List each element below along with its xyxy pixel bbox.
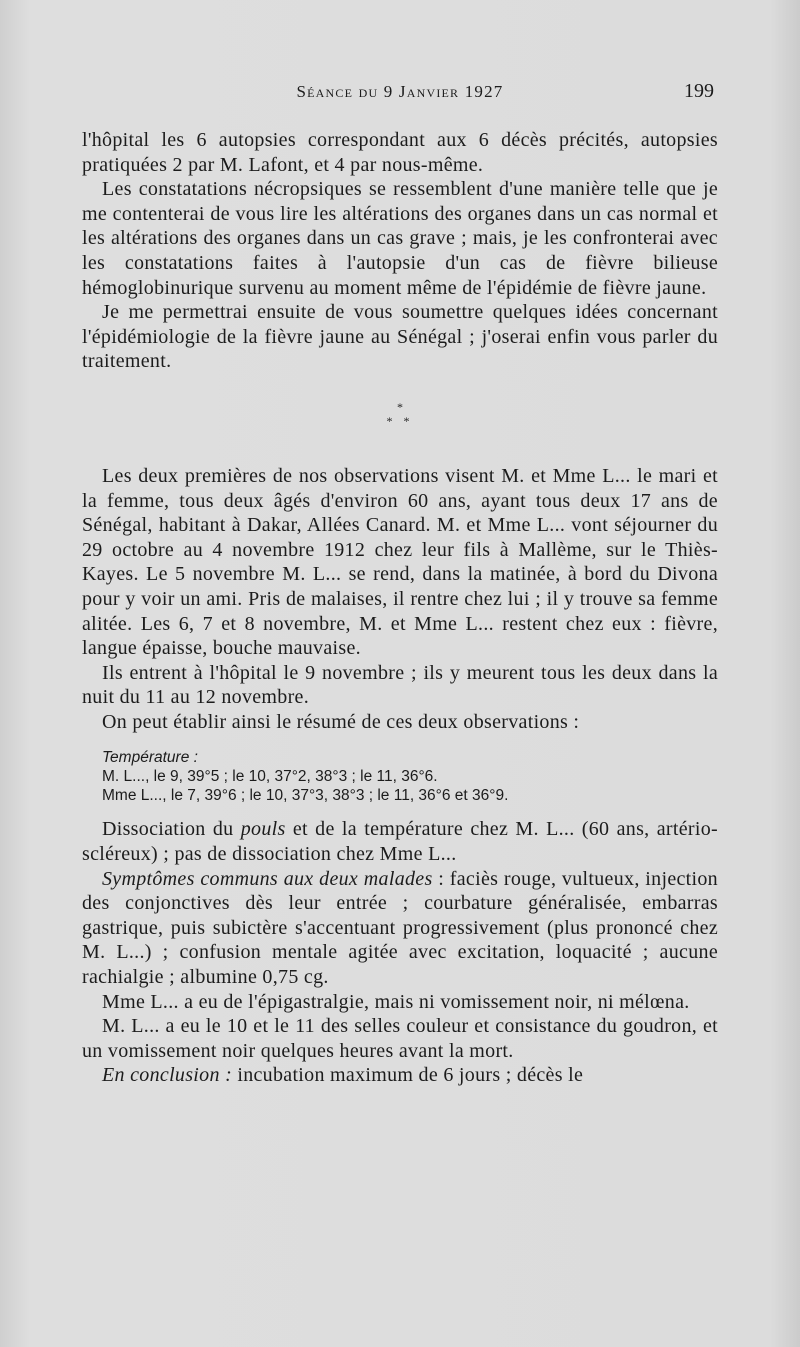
paragraph: Je me permettrai ensuite de vous soumettre quelques idées concernant l'épidémiologie de la fièvre jaune au Sénégal ; j'oserai enfin vous parler du traitement. xyxy=(82,301,718,373)
page-number: 199 xyxy=(684,80,714,102)
running-head: Séance du 9 Janvier 1927 xyxy=(296,82,504,101)
conclusion-text: incubation maximum de 6 jours ; décès le xyxy=(232,1064,584,1087)
paragraph-dissociation xyxy=(82,817,718,866)
paragraph: M. L... a eu le 10 et le 11 des selles couleur et consistance du goudron, et un vomissement noir quelques heures avant la mort. xyxy=(82,1015,718,1062)
temperature-line-m: M. L..., le 9, 39°5 ; le 10, 37°2, 38°3 ; le 11, 36°6. xyxy=(102,768,438,786)
dissociation-text: Dissociation du pouls et de la température chez M. L... (60 ans, artério-scléreux) ; pas de dissociation chez Mme L... xyxy=(82,818,718,866)
paragraph: Les deux premières de nos observations visent M. et Mme L... le mari et la femme, tous deux âgés d'environ 60 ans, ayant tous deux 17 ans de Sénégal, habitant à Dakar, Allées Canard. M. et Mme L... vont séjourner du 29 octobre au 4 novembre 1912 chez leur fils à Mallème, sur le Thiès-Kayes. Le 5 novembre M. L... se rend, dans la matinée, à bord du Divona pour y voir un ami. Pris de malaises, il rentre chez lui ; il y trouve sa femme alitée. Les 6, 7 et 8 novembre, M. et Mme L... restent chez eux : fièvre, langue épaisse, bouche mauvaise. xyxy=(82,464,718,660)
paragraph: Les constatations nécropsiques se ressemblent d'une manière telle que je me contenterai de vous lire les altérations des organes dans un cas normal et les altérations des organes dans un cas grave ; mais, je les confronterai avec les constatations faites à l'autopsie d'un cas de fièvre bilieuse hémoglobinurique survenu au moment même de l'épidémie de fièvre jaune. xyxy=(82,178,718,299)
emphasis-pouls: pouls xyxy=(240,818,286,841)
temperature-line-mme: Mme L..., le 7, 39°6 ; le 10, 37°3, 38°3 ; le 11, 36°6 et 36°9. xyxy=(102,787,509,805)
paragraph: Mme L... a eu de l'épigastralgie, mais ni vomissement noir, ni mélœna. xyxy=(102,990,690,1013)
section-separator xyxy=(82,392,718,464)
paragraph: Ils entrent à l'hôpital le 9 novembre ; ils y meurent tous les deux dans la nuit du 11 au 12 novembre. xyxy=(82,661,718,709)
page-header xyxy=(82,78,718,114)
separator-star-top: * xyxy=(397,399,403,414)
paragraph-conclusion xyxy=(82,1063,718,1088)
conclusion-heading: En conclusion : xyxy=(102,1064,233,1087)
separator-stars-bottom: * * xyxy=(386,413,414,428)
paragraph: On peut établir ainsi le résumé de ces deux observations : xyxy=(102,710,580,733)
temperature-title: Température : xyxy=(102,749,198,767)
paragraph-symptoms xyxy=(82,867,718,990)
temperature-block xyxy=(82,748,718,805)
symptoms-text: : faciès rouge, vultueux, injection des conjonctives dès leur entrée ; courbature généralisée, embarras gastrique, puis subictère s'accentuant progressivement (plus prononcé chez M. L...) ; confusion mentale agitée avec excitation, loquacité ; aucune rachialgie ; albumine 0,75 cg. xyxy=(82,867,718,989)
symptoms-heading: Symptômes communs aux deux malades xyxy=(102,867,433,890)
body-text xyxy=(82,128,718,1088)
paragraph: l'hôpital les 6 autopsies correspondant aux 6 décès précités, autopsies pratiquées 2 par M. Lafont, et 4 par nous-même. xyxy=(82,129,718,176)
